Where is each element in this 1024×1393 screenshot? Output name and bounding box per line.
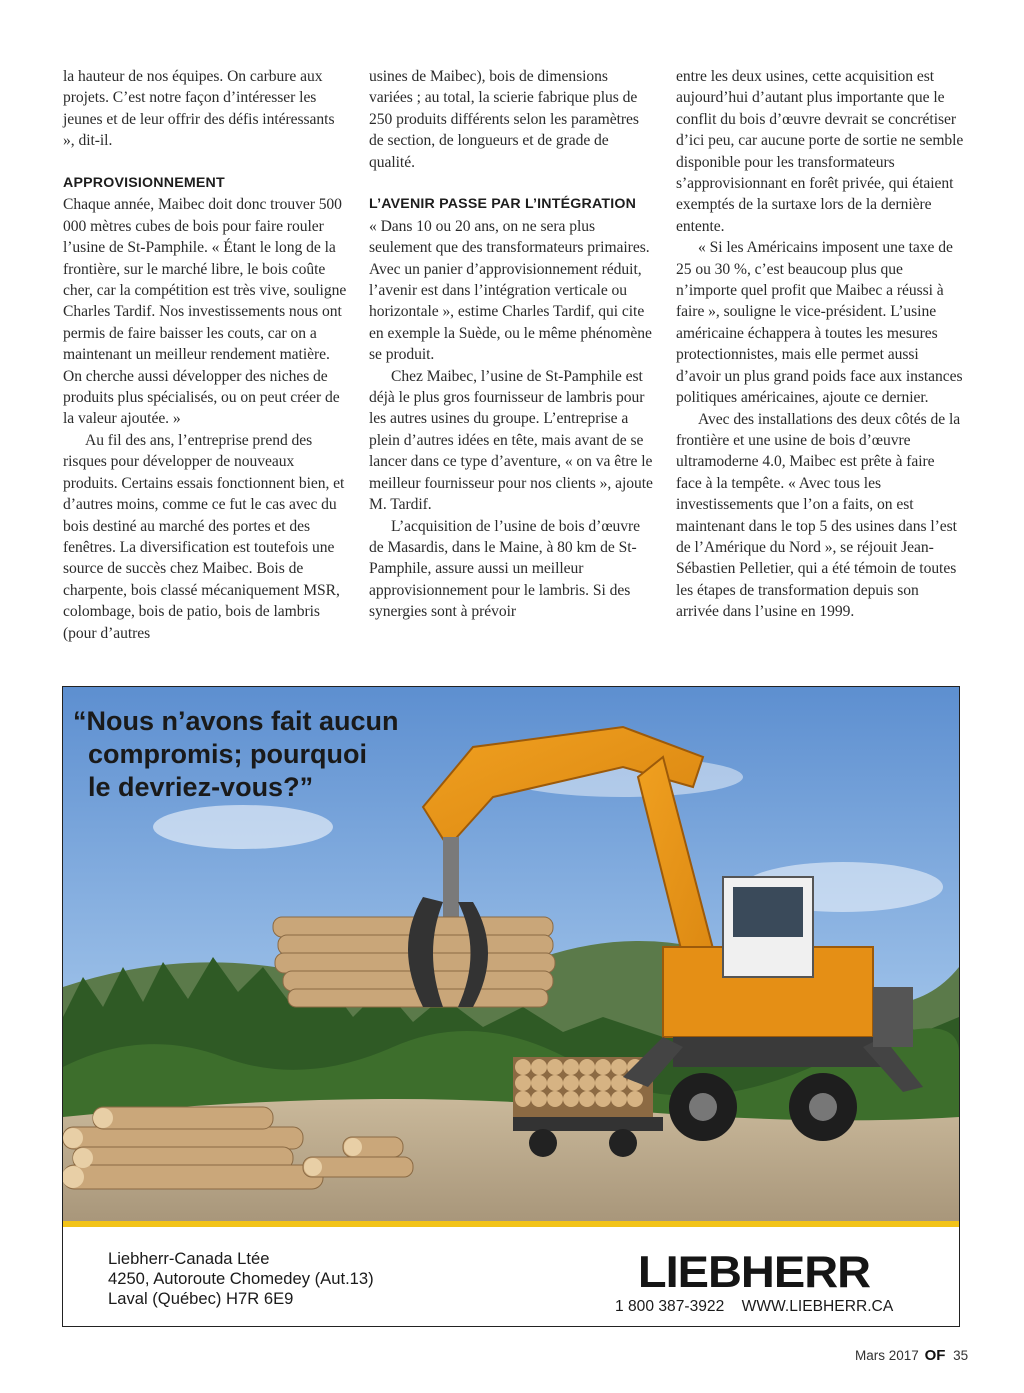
issue-date: Mars 2017 (855, 1348, 919, 1363)
ad-contact (615, 1298, 893, 1316)
ad-quote (73, 705, 493, 804)
paragraph: usines de Maibec), bois de dimensions variées ; au total, la scierie fabrique plus de 250 produits différents selon les paramètres de section, de longueurs et de grade de qualité. (369, 68, 639, 171)
paragraph: Chez Maibec, l’usine de St-Pamphile est déjà le plus gros fournisseur de lambris pour les autres usines du groupe. L’entreprise a plein d’autres idées en tête, mais avant de se lancer dans ce type d’aventure, « on va être le meilleur fournisseur pour nos clients », ajoute M. Tardif. (369, 367, 653, 514)
paragraph: Au fil des ans, l’entreprise prend des risques pour développer de nouveaux produits. Certains essais fonctionnent bien, et d’autres moins, comme ce fut le cas avec du bois destiné au marché des portes et des fenêtres. La diversification est toutefois une source de succès chez Maibec. Bois de charpente, bois classé mécaniquement MSR, colombage, bois de patio, bois de lambris (pour d’autres (63, 431, 345, 642)
section-heading-avenir: L’AVENIR PASSE PAR L’INTÉGRATION (369, 196, 637, 213)
paragraph: « Si les Américains imposent une taxe de 25 ou 30 %, c’est beaucoup plus que n’importe quel profit que Maibec a réussi à faire », souligne le vice-président. L’usine américaine échappera à toutes les mesures protectionnistes, mais elle permet aussi d’avoir un plus grand poids face aux instances politiques américaines, ajoute ce dernier. (676, 239, 963, 407)
paragraph: la hauteur de nos équipes. On carbure aux projets. C’est notre façon d’intéresser les jeunes et de leur offrir des défis intéressants », dit-il. (63, 68, 335, 150)
liebherr-advertisement (62, 686, 960, 1327)
company-name: Liebherr-Canada Ltée (108, 1249, 270, 1268)
accent-band (63, 1221, 959, 1227)
liebherr-logo: LIEBHERR (637, 1246, 871, 1297)
section-heading-approvisionnement: APPROVISIONNEMENT (63, 175, 225, 192)
quote-line: “Nous n’avons fait aucun (73, 706, 399, 736)
city-address: Laval (Québec) H7R 6E9 (108, 1289, 294, 1308)
page-footer (855, 1347, 968, 1364)
paragraph: entre les deux usines, cette acquisition est aujourd’hui d’autant plus importante que le conflit du bois d’œuvre devrait se concrétiser d’ici peu, car aucune porte de sortie ne semble disponible pour les transformateurs s’approvisionnant en forêt privée, qui étaient exemptés de la surtaxe lors de la dernière entente. (676, 68, 964, 235)
paragraph: « Dans 10 ou 20 ans, on ne sera plus seulement que des transformateurs primaires. Avec un panier d’approvisionnement réduit, l’avenir est dans l’intégration verticale ou horizontale », estime Charles Tardif, qui cite en exemple la Suède, ou le même phénomène se produit. (369, 217, 652, 364)
article-column-3 (676, 66, 964, 623)
article-column-2 (369, 66, 655, 623)
phone-number: 1 800 387-3922 (615, 1298, 725, 1315)
quote-line: compromis; pourquoi (88, 739, 367, 769)
page-number: 35 (953, 1348, 969, 1363)
ad-address (108, 1249, 374, 1309)
street-address: 4250, Autoroute Chomedey (Aut.13) (108, 1269, 374, 1288)
paragraph: Avec des installations des deux côtés de la frontière et une usine de bois d’œuvre ultramoderne 4.0, Maibec est prête à faire face à la tempête. « Avec tous les investissements que l’on a faits, on est maintenant dans le top 5 des usines dans l’est de l’Amérique du Nord », se réjouit Jean-Sébastien Pelletier, qui a été témoin de toutes les étapes de transformation depuis son arrivée dans l’usine en 1999. (676, 410, 961, 621)
article-column-1 (63, 66, 349, 644)
website-link[interactable]: WWW.LIEBHERR.CA (741, 1298, 894, 1315)
paragraph: L’acquisition de l’usine de bois d’œuvre de Masardis, dans le Maine, à 80 km de St-Pamphile, assure aussi un meilleur approvisionnement pour le lambris. Si des synergies sont à prévoir (369, 517, 641, 621)
quote-line: le devriez-vous?” (88, 772, 314, 802)
magazine-logo: OF (924, 1347, 946, 1364)
paragraph: Chaque année, Maibec doit donc trouver 500 000 mètres cubes de bois pour faire rouler l’usine de St-Pamphile. « Étant le long de la frontière, sur le marché libre, le bois coûte cher, car la compétition est très vive, souligne Charles Tardif. Nos investissements nous ont permis de faire baisser les couts, car on a maintenant un meilleur rendement matière. On cherche aussi développer des niches de produits plus spécialisés, ou on peut créer de la valeur ajoutée. » (63, 196, 347, 428)
